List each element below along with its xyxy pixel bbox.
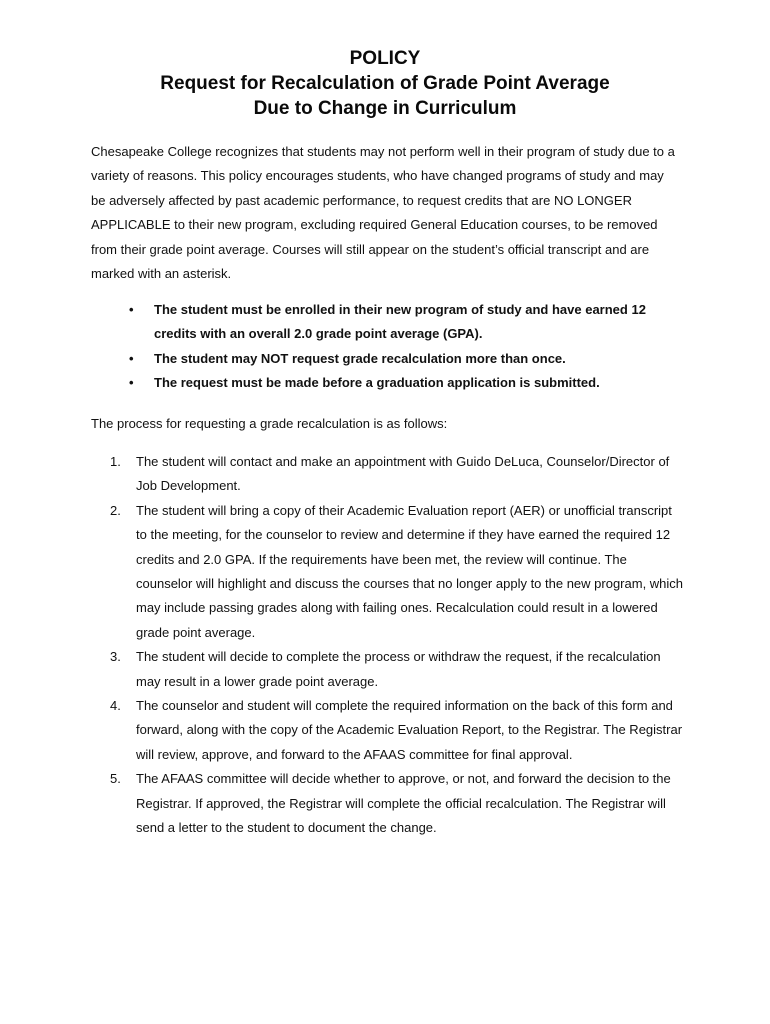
requirement-item [126, 347, 686, 371]
requirement-item [126, 298, 686, 347]
requirement-text: The student may NOT request grade recalculation more than once. [154, 350, 566, 366]
process-step [110, 450, 685, 499]
intro-paragraph: Chesapeake College recognizes that students may not perform well in their program of study due to a variety of reasons. This policy encourages students, who have changed programs of study and may be adversely affected by past academic performance, to request credits that are NO LONGER APPLICABLE to their new program, excluding required General Education courses, to be removed from their grade point average. Courses will still appear on the student’s official transcript and are marked with an asterisk. [91, 144, 675, 282]
step-number: 4. [110, 698, 121, 714]
process-step [110, 767, 685, 840]
step-text: The student will contact and make an appointment with Guido DeLuca, Counselor/Director of Job Development. [136, 454, 670, 494]
bullet-icon: • [129, 350, 134, 366]
step-text: The AFAAS committee will decide whether to approve, or not, and forward the decision to the Registrar. If approved, the Registrar will complete the official recalculation. The Registrar will send a letter to the student to document the change. [136, 771, 671, 836]
requirement-text: The student must be enrolled in their new program of study and have earned 12 credits with an overall 2.0 grade point average (GPA). [154, 302, 646, 342]
step-number: 2. [110, 502, 121, 518]
step-number: 3. [110, 649, 121, 665]
process-intro: The process for requesting a grade recalculation is as follows: [91, 416, 448, 431]
requirement-text: The request must be made before a graduation application is submitted. [154, 375, 600, 391]
step-text: The student will bring a copy of their Academic Evaluation report (AER) or unofficial transcript to the meeting, for the counselor to review and determine if they have earned the required 12 credits and 2.0 GPA. If the requirements have been met, the review will continue. The counselor will highlight and discuss the courses that no longer apply to the new program, which may include passing grades along with failing ones. Recalculation could result in a lowered grade point average. [136, 502, 684, 640]
step-text: The student will decide to complete the process or withdraw the request, if the recalculation may result in a lower grade point average. [136, 649, 661, 689]
bullet-icon: • [129, 302, 134, 317]
heading-subtitle: Due to Change in Curriculum [253, 98, 517, 119]
bullet-icon: • [129, 375, 134, 391]
requirement-item [126, 371, 686, 395]
process-step [110, 645, 685, 694]
policy-heading [0, 46, 770, 121]
process-step [110, 499, 685, 645]
step-number: 5. [110, 771, 121, 787]
heading-title: Request for Recalculation of Grade Point Average [160, 73, 610, 94]
requirements-list [126, 298, 686, 396]
step-number: 1. [110, 454, 121, 469]
process-step [110, 694, 685, 767]
heading-policy: POLICY [349, 48, 421, 69]
step-text: The counselor and student will complete the required information on the back of this form and forward, along with the copy of the Academic Evaluation Report, to the Registrar. The Registrar will review, approve, and forward to the AFAAS committee for final approval. [136, 698, 683, 762]
process-steps-list [110, 450, 685, 841]
